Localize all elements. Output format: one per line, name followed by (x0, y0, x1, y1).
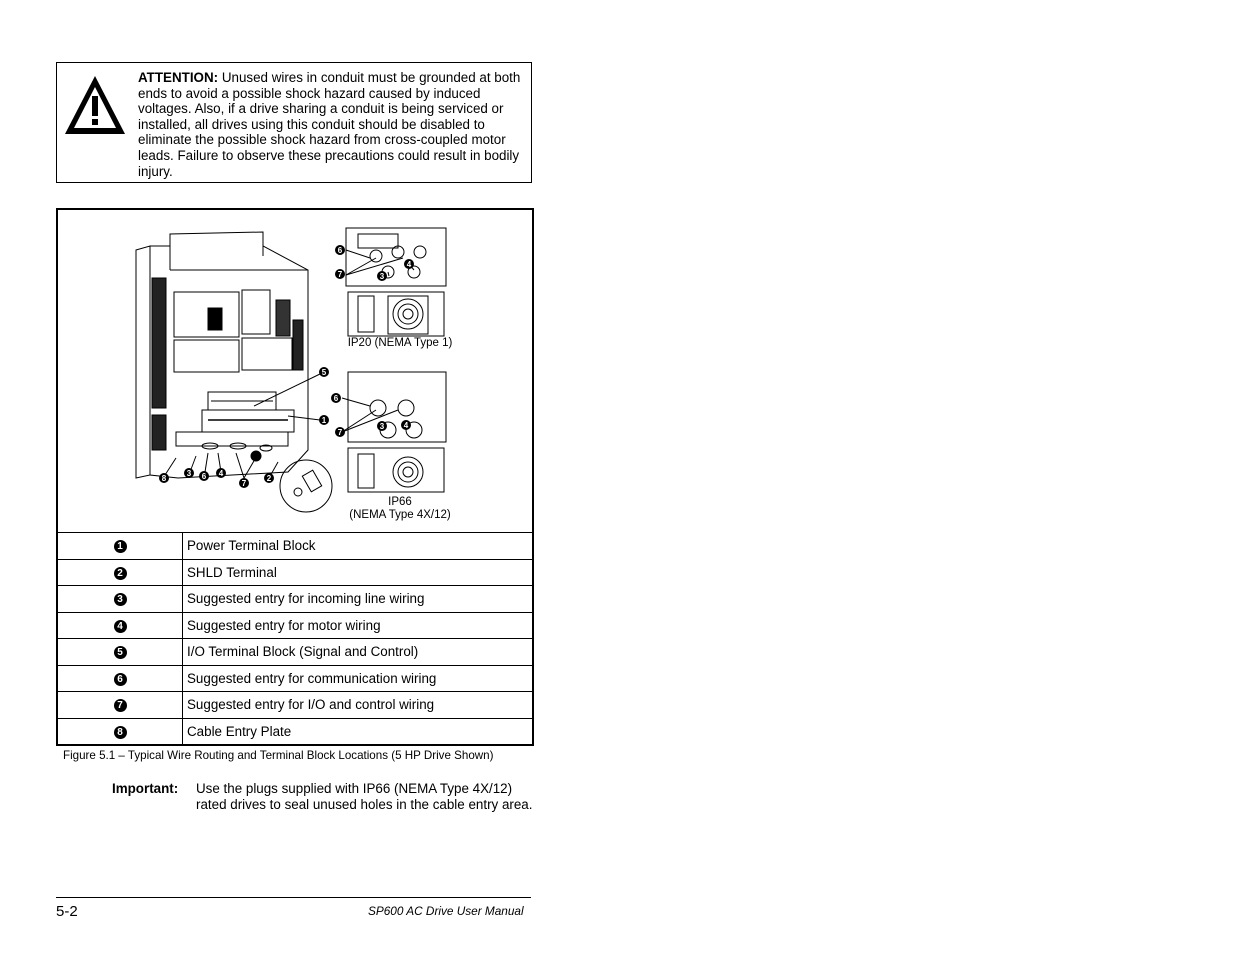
callout-number: 6 (114, 673, 127, 686)
legend-num-cell (58, 665, 183, 692)
zoom-detail-circle (280, 460, 332, 512)
svg-text:4: 4 (406, 260, 412, 269)
callout-number: 2 (114, 567, 127, 580)
callout-number: 3 (114, 593, 127, 606)
svg-text:7: 7 (337, 428, 343, 437)
svg-text:4: 4 (403, 421, 409, 430)
legend-description: Suggested entry for incoming line wiring (183, 586, 533, 613)
svg-text:6: 6 (337, 246, 343, 255)
svg-text:2: 2 (266, 474, 272, 483)
legend-row (58, 718, 532, 744)
figure-5-1 (56, 208, 534, 746)
legend-num-cell (58, 559, 183, 586)
manual-title: SP600 AC Drive User Manual (368, 904, 524, 918)
legend-num-cell (58, 612, 183, 639)
legend-num-cell (58, 692, 183, 719)
ip66-drive-drawing (342, 372, 446, 492)
important-label: Important: (112, 781, 179, 796)
legend-description: Suggested entry for motor wiring (183, 612, 533, 639)
legend-description: SHLD Terminal (183, 559, 533, 586)
svg-text:3: 3 (186, 469, 192, 478)
svg-text:7: 7 (241, 479, 247, 488)
drive-chassis-drawing (136, 232, 308, 478)
svg-text:8: 8 (161, 474, 167, 483)
legend-num-cell (58, 718, 183, 744)
legend-description: Cable Entry Plate (183, 718, 533, 744)
legend-row (58, 533, 532, 560)
attention-label: ATTENTION: (138, 70, 219, 85)
attention-body: Unused wires in conduit must be grounded at both ends to avoid a possible shock hazard caused by induced voltages. Also, if a drive sharing a conduit is being serviced or installed, all drives using this conduit should be disabled to eliminate the possible shock hazard from cross-coupled motor leads. Failure to observe these precautions could result in bodily injury. (138, 70, 521, 179)
legend-row (58, 586, 532, 613)
ip20-label: IP20 (NEMA Type 1) (347, 337, 453, 349)
attention-notice (56, 62, 532, 183)
legend-description: Suggested entry for communication wiring (183, 665, 533, 692)
important-text: Use the plugs supplied with IP66 (NEMA Type 4X/12) rated drives to seal unused holes in the cable entry area. (196, 781, 533, 812)
legend-row (58, 612, 532, 639)
legend-description: Power Terminal Block (183, 533, 533, 560)
svg-text:6: 6 (201, 472, 207, 481)
legend-row (58, 692, 532, 719)
svg-text:5: 5 (321, 368, 327, 377)
callout-number: 7 (114, 699, 127, 712)
callout-number: 4 (114, 620, 127, 633)
callout-number: 8 (114, 726, 127, 739)
callout-number: 5 (114, 646, 127, 659)
footer-divider (56, 897, 531, 898)
page-number: 5-2 (56, 903, 78, 920)
svg-text:4: 4 (218, 469, 224, 478)
attention-text (138, 70, 523, 179)
ip20-drive-drawing (346, 228, 446, 336)
legend-num-cell (58, 586, 183, 613)
figure-caption: Figure 5.1 – Typical Wire Routing and Terminal Block Locations (5 HP Drive Shown) (63, 749, 494, 762)
svg-text:1: 1 (321, 416, 327, 425)
ip66-label-line1: IP66 (388, 496, 412, 508)
drive-wiring-illustration (58, 210, 532, 532)
svg-text:7: 7 (337, 270, 343, 279)
ip66-label-line2: (NEMA Type 4X/12) (349, 509, 451, 521)
svg-text:6: 6 (333, 394, 339, 403)
warning-triangle-icon (62, 72, 128, 138)
legend-description: I/O Terminal Block (Signal and Control) (183, 639, 533, 666)
legend-table (58, 532, 532, 744)
legend-num-cell (58, 639, 183, 666)
svg-text:3: 3 (379, 272, 385, 281)
legend-num-cell (58, 533, 183, 560)
legend-row (58, 665, 532, 692)
callout-number: 1 (114, 540, 127, 553)
svg-text:3: 3 (379, 422, 385, 431)
legend-row (58, 639, 532, 666)
legend-description: Suggested entry for I/O and control wiring (183, 692, 533, 719)
legend-row (58, 559, 532, 586)
